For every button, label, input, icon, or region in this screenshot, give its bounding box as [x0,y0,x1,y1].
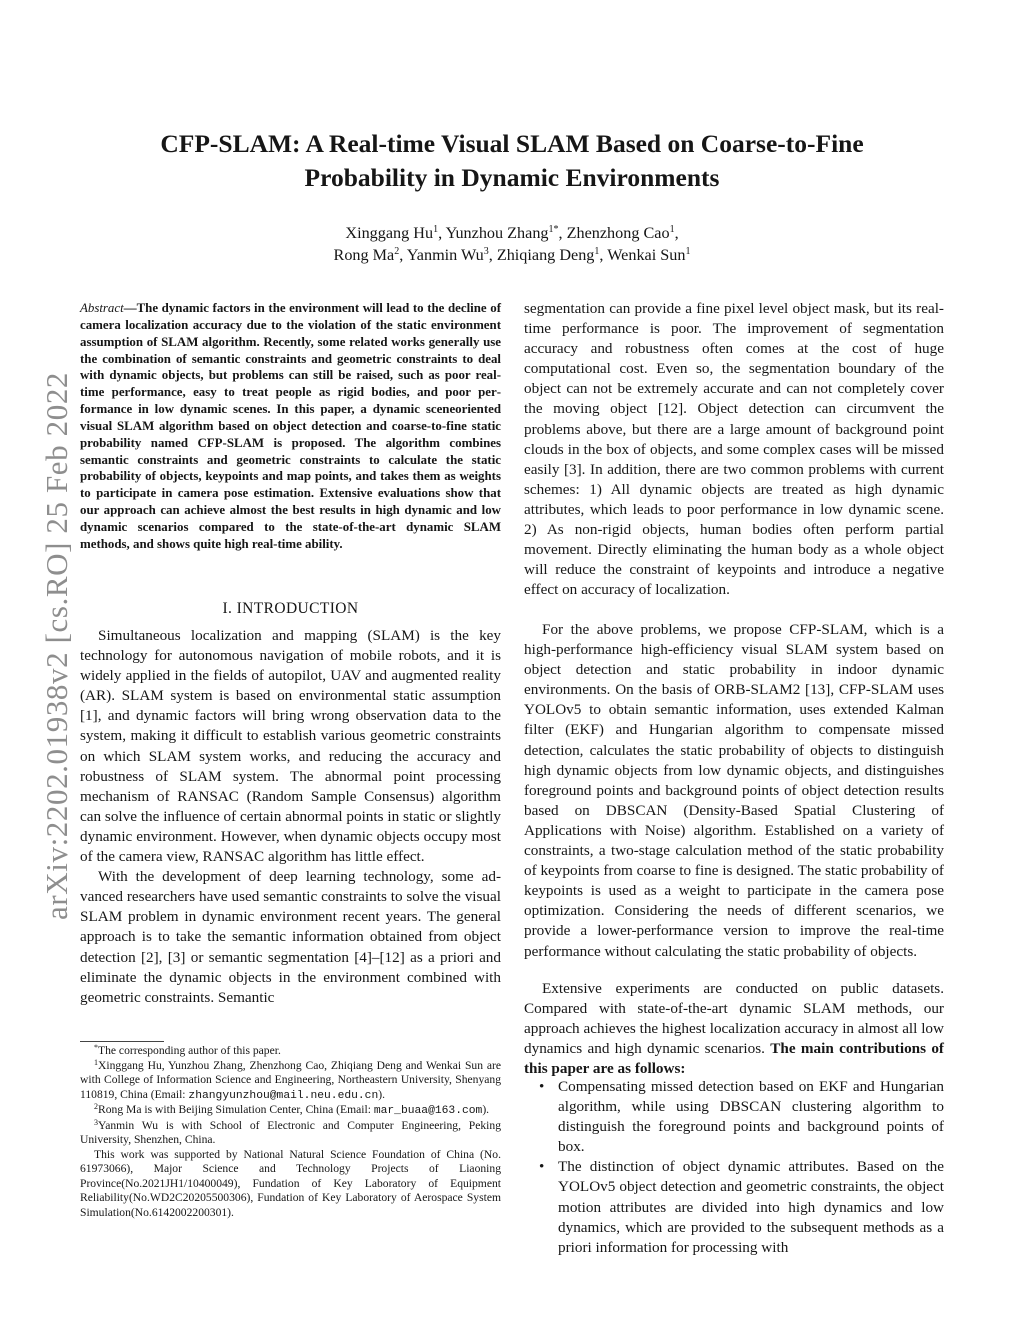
title-line-2: Probability in Dynamic Environments [304,163,720,192]
abstract-label: Abstract [80,301,124,315]
right-column-paragraph-1-wrap [524,299,944,600]
footnote-text: The corresponding author of this paper. [98,1044,281,1057]
email-link[interactable]: mar_buaa@163.com [373,1105,483,1118]
abstract [80,300,501,553]
contributions-list [524,1077,944,1258]
author-list [80,222,944,266]
footnote-divider [80,1041,164,1042]
footnote-corresponding [80,1044,501,1059]
right-paragraph-2: For the above problems, we propose CFP-SLAM, which is a high-performance high-efficiency visual SLAM system based on object detection and static probability in indoor dynamic environments. On the basis of ORB-SLAM2 [13], CFP-SLAM uses YOLOv5 to obtain semantic information, uses extended Kalman filter (EKF) and Hungarian algorithm to compensate missed detection, calculates the static probability of objects to distinguish high dynamic objects from low dynamic objects, and distinguishes foreground points and background points of object detection results based on DBSCAN (Density-Based Spatial Clustering of Applications with Noise) algorithm. Established on a variety of constraints, a two-stage calculation method of the static probability of keypoints from coarse to fine is designed. The static probability of keypoints is used as a weight to participate in the camera pose optimization. Considering the needs of different scenarios, we provide a lower-performance version to improve the real-time performance without calculating the static probability of objects. [524,621,944,960]
abstract-text: The dynamic factors in the environment will lead to the decline of camera localization accuracy due to the violation of the static environment assumption of SLAM algorithm. Recently, some related works generally use the combination of semantic constraints and geometric constraints to deal with dynamic objects, but problems can still be raised, such as poor real-time performance, easy to treat people as rigid bodies, and poor performance in low dynamic scenes. In this paper, a dynamic sceneoriented visual SLAM algorithm based on object detection and coarse-to-fine static probability named CFP-SLAM is proposed. The algorithm combines semantic constraints and geometric constraints to calculate the static probability of objects, keypoints and map points, and takes them as weights to participate in camera pose estimation. Extensive evaluations show that our approach can achieve almost the best results in high dynamic and low dynamic scenarios compared to the state-of-the-art dynamic SLAM methods, and shows quite high real-time ability. [80,301,501,551]
author-affiliation-mark: 2 [394,246,400,257]
author-line-1 [80,222,944,244]
paper-title [80,127,944,195]
footnote-2 [80,1103,501,1119]
list-item-text: The distinction of object dynamic attributes. Based on the YOLOv5 object detection and geometric constraints, the object motion attributes are divided into high dynamics and low dynamics, which are provided to the subsequent methods as a priori information for processing with [558,1158,944,1256]
footnote-text: ). [482,1103,490,1117]
intro-paragraph-1: Simultaneous localization and mapping (SLAM) is the key technology for autonomous navigation of mobile robots, and it is widely applied in the fields of autopilot, UAV and augmented reality (AR). SLAM system is based on environmental static assumption [1], and dynamic factors will bring wrong observation data to the system, making it difficult to establish various geometric constraints on which SLAM system works, and reducing the accuracy and robustness of SLAM system. The abnormal point processing mechanism of RANSAC (Random Sample Consensus) algorithm can solve the influence of certain abnormal points in static or slightly dynamic environment. However, when dynamic objects occupy most of the camera view, RANSAC algorithm has little effect. [80,627,501,866]
section-heading-introduction: I. INTRODUCTION [222,600,359,617]
author-name: Zhenzhong Cao [566,224,670,242]
author-affiliation-mark: 1* [548,224,559,235]
introduction-body [80,626,501,1008]
right-column-paragraph-3-wrap [524,979,944,1079]
paragraph-text: Extensive experiments are conducted on public datasets. Compared with state-of-the-art dynamic SLAM methods, our approach achieves the highest localization accuracy in almost all low dynamics and high dynamic scenarios. [524,980,944,1058]
contributions-intro: The main contributions of this paper are as follows: [524,1040,944,1078]
title-line-1: CFP-SLAM: A Real-time Visual SLAM Based on Coarse-to-Fine [160,129,864,158]
list-item-text: Compensating missed detection based on EKF and Hungarian algorithm, while using DBSCAN clustering algorithm to distinguish the foreground points and background points of box. [558,1078,944,1156]
author-name: Wenkai Sun [607,246,686,264]
author-separator: , [674,224,679,242]
footnotes [80,1044,501,1221]
footnote-mark: * [94,1043,98,1052]
arxiv-id-text: arXiv:2202.01938v2 [cs.RO] 25 Feb 2022 [39,371,74,921]
right-paragraph-3 [524,979,944,1079]
footnote-text: Yanmin Wu is with School of Electronic and Computer Engineering, Peking University, Shenzhen, China. [80,1118,501,1147]
bullet-icon: • [539,1078,545,1095]
footnote-3 [80,1119,501,1148]
author-name: Zhiqiang Deng [496,246,595,264]
right-column-paragraph-2-wrap [524,620,944,962]
footnote-mark: 1 [94,1057,98,1067]
footnote-text: Rong Ma is with Beijing Simulation Center, China (Email: [98,1103,374,1117]
arxiv-identifier-stamp [34,348,80,944]
author-affiliation-mark: 1 [594,246,600,257]
footnote-text: Xinggang Hu, Yunzhou Zhang, Zhenzhong Cao, Zhiqiang Deng and Wenkai Sun are with College of Information Science and Engineering, Northeastern University, Shenyang 110819, China (Email: [80,1058,501,1101]
author-name: Rong Ma [333,246,395,264]
author-separator: , [558,224,567,242]
author-affiliation-mark: 1 [669,224,675,235]
author-line-2 [80,244,944,266]
author-affiliation-mark: 1 [433,224,439,235]
email-link[interactable]: zhangyunzhou@mail.neu.edu.cn [188,1089,379,1102]
author-name: Yunzhou Zhang [445,224,549,242]
abstract-dash: — [123,301,137,315]
list-item [524,1077,944,1157]
footnote-mark: 3 [94,1117,98,1127]
author-separator: , [488,246,497,264]
author-separator: , [599,246,608,264]
intro-paragraph-2: With the development of deep learning technology, some advanced researchers have used semantic constraints to solve the visual SLAM problem in dynamic environment recent years. The general approach is to take the semantic information obtained from object detection [2], [3] or semantic segmentation [4]–[12] as a priori and eliminate the dynamic objects in the environment combined with geometric constraints. Semantic [80,868,501,1006]
author-name: Yanmin Wu [406,246,484,264]
footnote-funding: This work was supported by National Natural Science Foundation of China (No. 61973066), Major Science and Technology Projects of Liaoning Province(No.2021JH1/10400049), Fundation of Key Laboratory of Equipment Reliability(No.WD2C20205500306), Fundation of Key Laboratory of Aerospace System Simulation(No.6142002200301). [80,1147,501,1220]
author-affiliation-mark: 3 [483,246,489,257]
author-name: Xinggang Hu [345,224,434,242]
bullet-icon: • [539,1158,545,1176]
author-separator: , [438,224,446,242]
footnote-1 [80,1059,501,1104]
list-item [524,1157,944,1257]
author-affiliation-mark: 1 [685,246,691,257]
right-paragraph-1: segmentation can provide a fine pixel level object mask, but its real-time performance is poor. The improvement of segmentation accuracy and robustness often comes at the cost of huge computational cost. Even so, the segmentation boundary of the object can not be extremely accurate and can not completely cover the moving object [12]. Object detection can circumvent the problems above, but there are a large amount of background point clouds in the box of objects, and some complex cases will be missed easily [3]. In addition, there are two common problems with current schemes: 1) All dynamic objects are treated as high dynamic attributes, which leads to poor performance in low dynamic scene. 2) As non-rigid objects, human bodies often perform partial movement. Directly eliminating the human body as a whole object will reduce the constraint of keypoints and introduce a negative effect on accuracy of localization. [524,300,944,599]
author-separator: , [399,246,407,264]
footnote-mark: 2 [94,1102,98,1112]
footnote-text: ). [378,1087,386,1101]
